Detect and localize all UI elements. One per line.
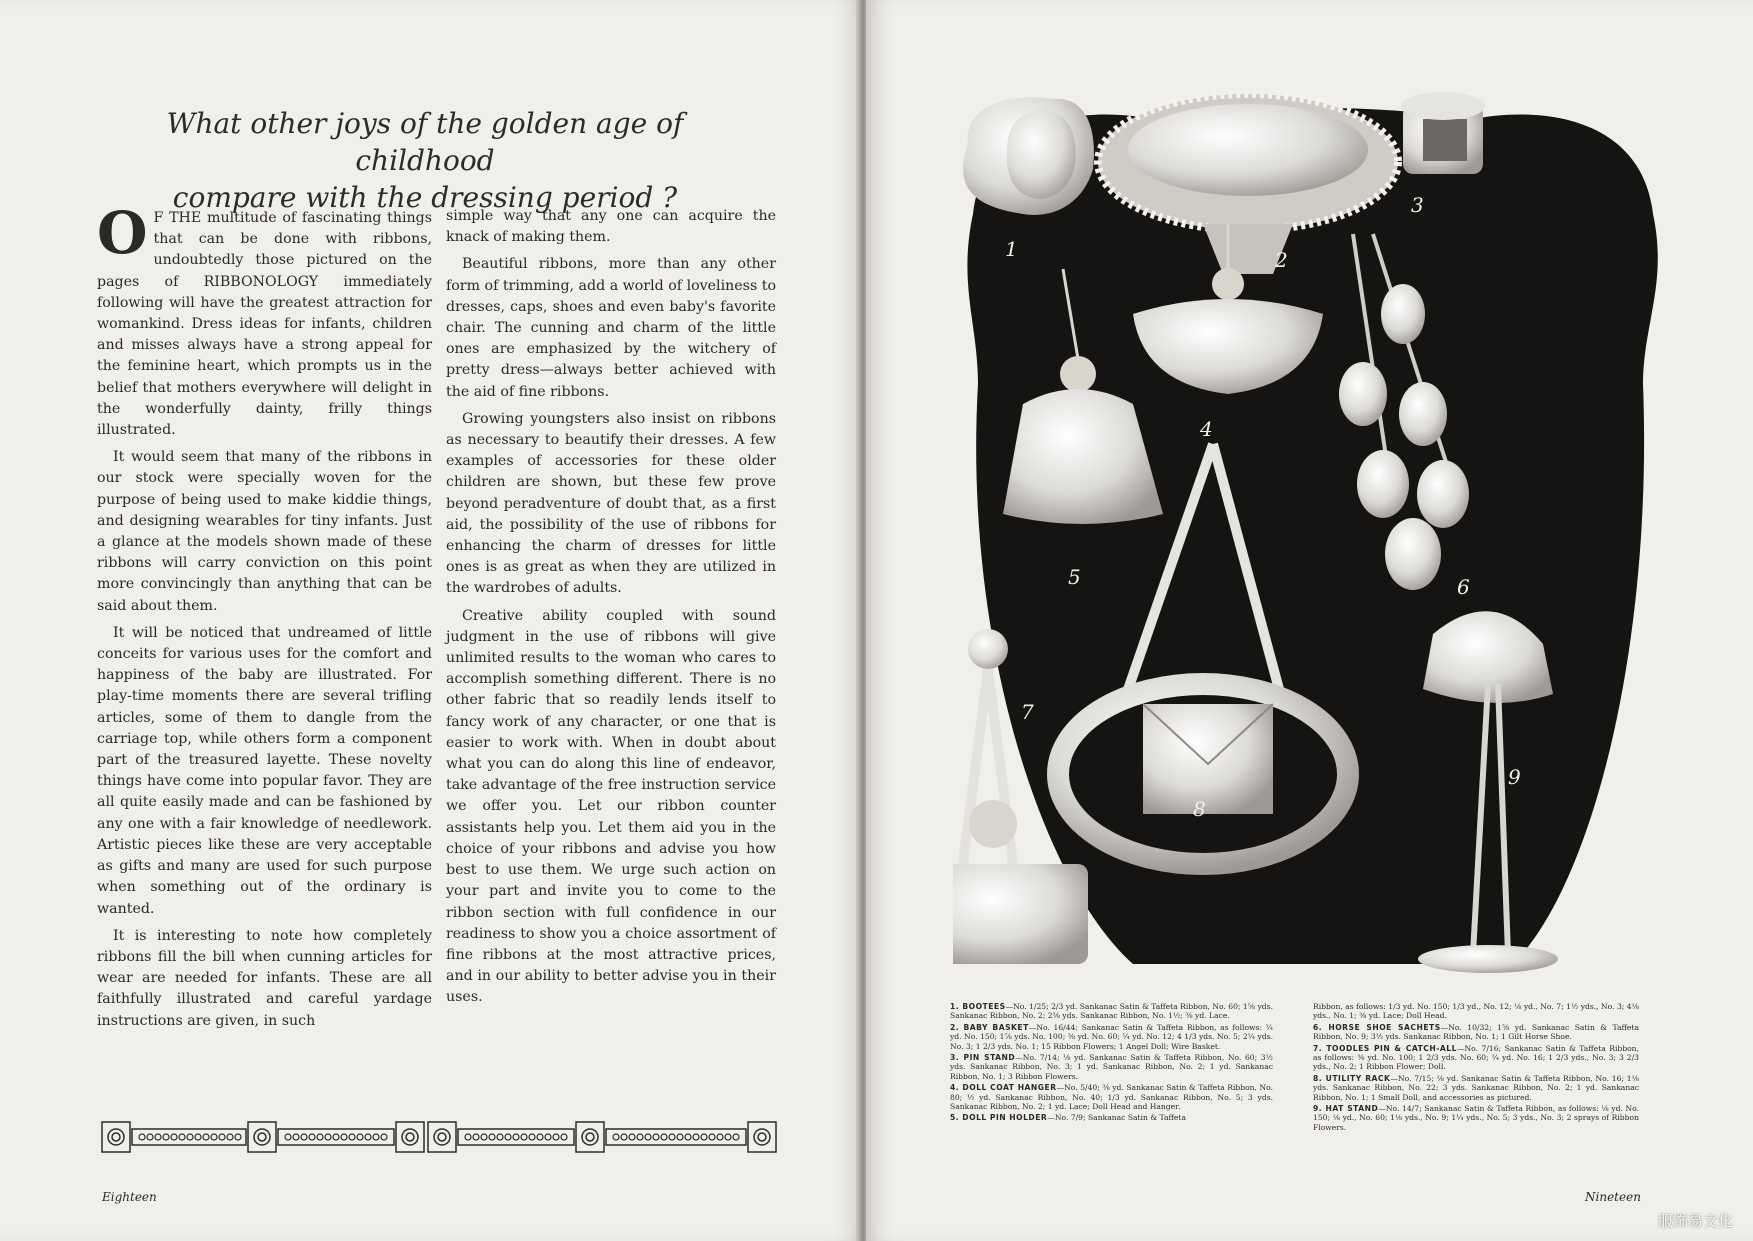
caption-title: 1. BOOTEES (950, 1002, 1006, 1011)
caption (950, 1113, 1273, 1122)
caption (1313, 1044, 1639, 1072)
caption-title: 3. PIN STAND (950, 1053, 1016, 1063)
caption (950, 1002, 1273, 1021)
caption-text: —No. 14/7; Sankanac Satin & Taffeta Ribbon, as follows: ⅛ yd. No. 150; ⅛ yd., No. 60; 1⅛ yds., No. 9; 1¼ yds., No. 5; 3 yds., No. 3; 2 sprays of Ribbon Flowers. (1313, 1104, 1639, 1132)
caption (1313, 1023, 1639, 1042)
caption-text: —No. 1/25; 2/3 yd. Sankanac Satin & Taffeta Ribbon, No. 60; 1⅝ yds. Sankanac Ribbon, No. 2; 2⅜ yds. Sankanac Ribbon, No. 1½; ⅜ yd. Lace. (950, 1002, 1273, 1021)
caption-text: —No. 7/9; Sankanac Satin & Taffeta (1047, 1113, 1186, 1123)
paragraph: It will be noticed that undreamed of little conceits for various uses for the comfort and happiness of the baby are illustrated. For play-time moments there are several trifling articles, some of them to dangle from the carriage top, while others form a component part of the treasured layette. These novelty things have come into popular favor. They are all quite easily made and can be fashioned by any one with a fair knowledge of needlework. Artistic pieces like these are very acceptable as gifts and many are used for such purpose when something out of the ordinary is wanted. (97, 624, 432, 917)
plate-number: 2 (1275, 248, 1288, 272)
plate-number: 3 (1411, 193, 1424, 217)
caption (950, 1083, 1273, 1111)
caption-text: Ribbon, as follows: 1/3 yd. No. 150; 1/3 yd., No. 12; ⅛ yd., No. 7; 1½ yds., No. 3; 4⅛ yds., No. 1; ⅜ yd. Lace; Doll Head. (1313, 1002, 1639, 1021)
headline-line-1: What other joys of the golden age of childhood (166, 107, 684, 177)
captions-column-1 (950, 1002, 1273, 1125)
decorative-border (100, 1120, 780, 1156)
item-3-pin-stand (1401, 92, 1485, 174)
caption-text: —No. 16/44; Sankanac Satin & Taffeta Ribbon, as follows: ¼ yd. No. 150; 1⅞ yds. No. 100; ⅜ yd. No. 60; ¼ yd. No. 12; 4 1/3 yds. No. 5; 2¼ yds. No. 3; 1 2/3 yds. No. 1; 15 Ribbon Flowers; 1 Angel Doll; Wire Basket. (950, 1022, 1273, 1051)
caption-title: 5. DOLL PIN HOLDER (950, 1113, 1048, 1123)
caption-title: 6. HORSE SHOE SACHETS (1313, 1022, 1441, 1032)
photo-plate (953, 84, 1671, 984)
text-column-2 (446, 206, 776, 1015)
paragraph: It is interesting to note how completely ribbons fill the bill when cunning articles for wear are needed for infants. These are all faithfully illustrated and careful yardage instructions are given, in such (97, 927, 432, 1029)
plate-number: 9 (1508, 765, 1521, 789)
caption-text: —No. 5/40; ⅜ yd. Sankanac Satin & Taffeta Ribbon, No. 80; ½ yd. Sankanac Ribbon, No. 40; 1/3 yd. Sankanac Ribbon, No. 5; 3 yds. Sankanac Ribbon, No. 2; 1 yd. Lace; Doll Head and Hanger. (950, 1083, 1274, 1112)
caption-title: 9. HAT STAND (1313, 1104, 1379, 1114)
plate-number: 7 (1021, 700, 1034, 724)
caption-text: —No. 10/32; 1⅝ yd. Sankanac Satin & Taffeta Ribbon, No. 9; 3½ yds. Sankanac Ribbon, No. 1; 1 Gilt Horse Shoe. (1313, 1022, 1640, 1042)
paragraph: Creative ability coupled with sound judgment in the use of ribbons will give unlimited results to the woman who cares to accomplish something different. There is no other fabric that so readily lends itself to fancy work of any character, or one that is easier to work with. When in doubt about what you can do along this line of endeavor, take advantage of the free instruction service we offer you. Let our ribbon counter assistants help you. Let them aid you in the choice of your ribbons and advise you how best to use them. We urge such action on your part and invite you to come to the ribbon section with full confidence in our readiness to show you a choice assortment of fine ribbons at the most attractive prices, and in our ability to better advise you in their uses. (446, 607, 776, 1006)
caption-title: 8. UTILITY RACK (1313, 1073, 1391, 1083)
caption-title: 2. BABY BASKET (950, 1022, 1029, 1032)
drop-cap: O (97, 199, 148, 267)
caption-title: 4. DOLL COAT HANGER (950, 1083, 1057, 1093)
page-number-left: Eighteen (102, 1190, 157, 1204)
text-column-1 (97, 199, 432, 1038)
paragraph: simple way that any one can acquire the knack of making them. (446, 208, 776, 246)
paragraph: Beautiful ribbons, more than any other form of trimming, add a world of loveliness to dresses, caps, shoes and even baby's favorite chair. The cunning and charm of the little ones are emphasized by the witchery of pretty dress—always better achieved with the aid of fine ribbons. (446, 256, 776, 400)
caption-text: —No. 7/15; ⅛ yd. Sankanac Satin & Taffeta Ribbon, No. 16; 1⅛ yds. Sankanac Ribbon, No. 22; 3 yds. Sankanac Ribbon, No. 2; 1 yd. Sankanac Ribbon, No. 1; 1 Small Doll, and accessories as pictured. (1313, 1073, 1639, 1102)
plate-number: 5 (1068, 565, 1081, 589)
item-1-bootees (963, 97, 1094, 215)
plate-number: 1 (1005, 237, 1018, 261)
caption-text: —No. 7/16; Sankanac Satin & Taffeta Ribbon, as follows: ⅜ yd. No. 100; 1 2/3 yds. No. 60; ¼ yd. No. 16; 1 2/3 yds., No. 3; 3 2/3 yds., No. 2; 1 Ribbon Flower; Doll. (1313, 1043, 1639, 1072)
page-number-right: Nineteen (1585, 1190, 1641, 1204)
paragraph: Growing youngsters also insist on ribbons as necessary to beautify their dresses. A few examples of accessories for these older children are shown, but these few prove beyond peradventure of doubt that, as a first aid, the possibility of the use of ribbons for enhancing the charm of dresses for little ones is as great as when they are utilized in the wardrobes of adults. (446, 410, 776, 597)
caption (1313, 1002, 1639, 1021)
captions-column-2 (1313, 1002, 1639, 1134)
paragraph (97, 199, 432, 441)
caption (950, 1023, 1273, 1051)
paragraph: It would seem that many of the ribbons in our stock were specially woven for the purpose of being used to make kiddie things, and designing wearables for tiny infants. Just a glance at the models shown made of these ribbons will carry conviction on this point more convincingly than anything that can be said about them. (97, 449, 432, 614)
headline-line-2: compare with the dressing period ? (172, 181, 678, 214)
plate-number: 4 (1200, 417, 1213, 441)
page-headline (110, 105, 740, 216)
watermark: 服饰易文化 (1657, 1212, 1733, 1230)
caption (950, 1053, 1273, 1081)
plate-number: 8 (1193, 797, 1206, 821)
left-page (0, 0, 862, 1241)
caption (1313, 1104, 1639, 1132)
caption-text: —No. 7/14; ⅛ yd. Sankanac Satin & Taffeta Ribbon, No. 60; 3½ yds. Sankanac Ribbon, No. 3; 1 yd. Sankanac Ribbon, No. 2; 1 yd. Sankanac Ribbon, No. 1; 3 Ribbon Flowers. (950, 1053, 1273, 1081)
caption (1313, 1074, 1639, 1102)
caption-title: 7. TOODLES PIN & CATCH-ALL (1313, 1043, 1457, 1053)
paragraph-text: F THE multitude of fascinating things that can be done with ribbons, undoubtedly those pictured on the pages of RIBBONOLOGY immediately following will have the greatest attraction for womankind. Dress ideas for infants, children and misses always have a strong appeal for the feminine heart, which prompts us in the belief that mothers everywhere will delight in the wonderfully dainty, frilly things illustrated. (97, 210, 432, 439)
plate-number: 6 (1457, 575, 1470, 599)
